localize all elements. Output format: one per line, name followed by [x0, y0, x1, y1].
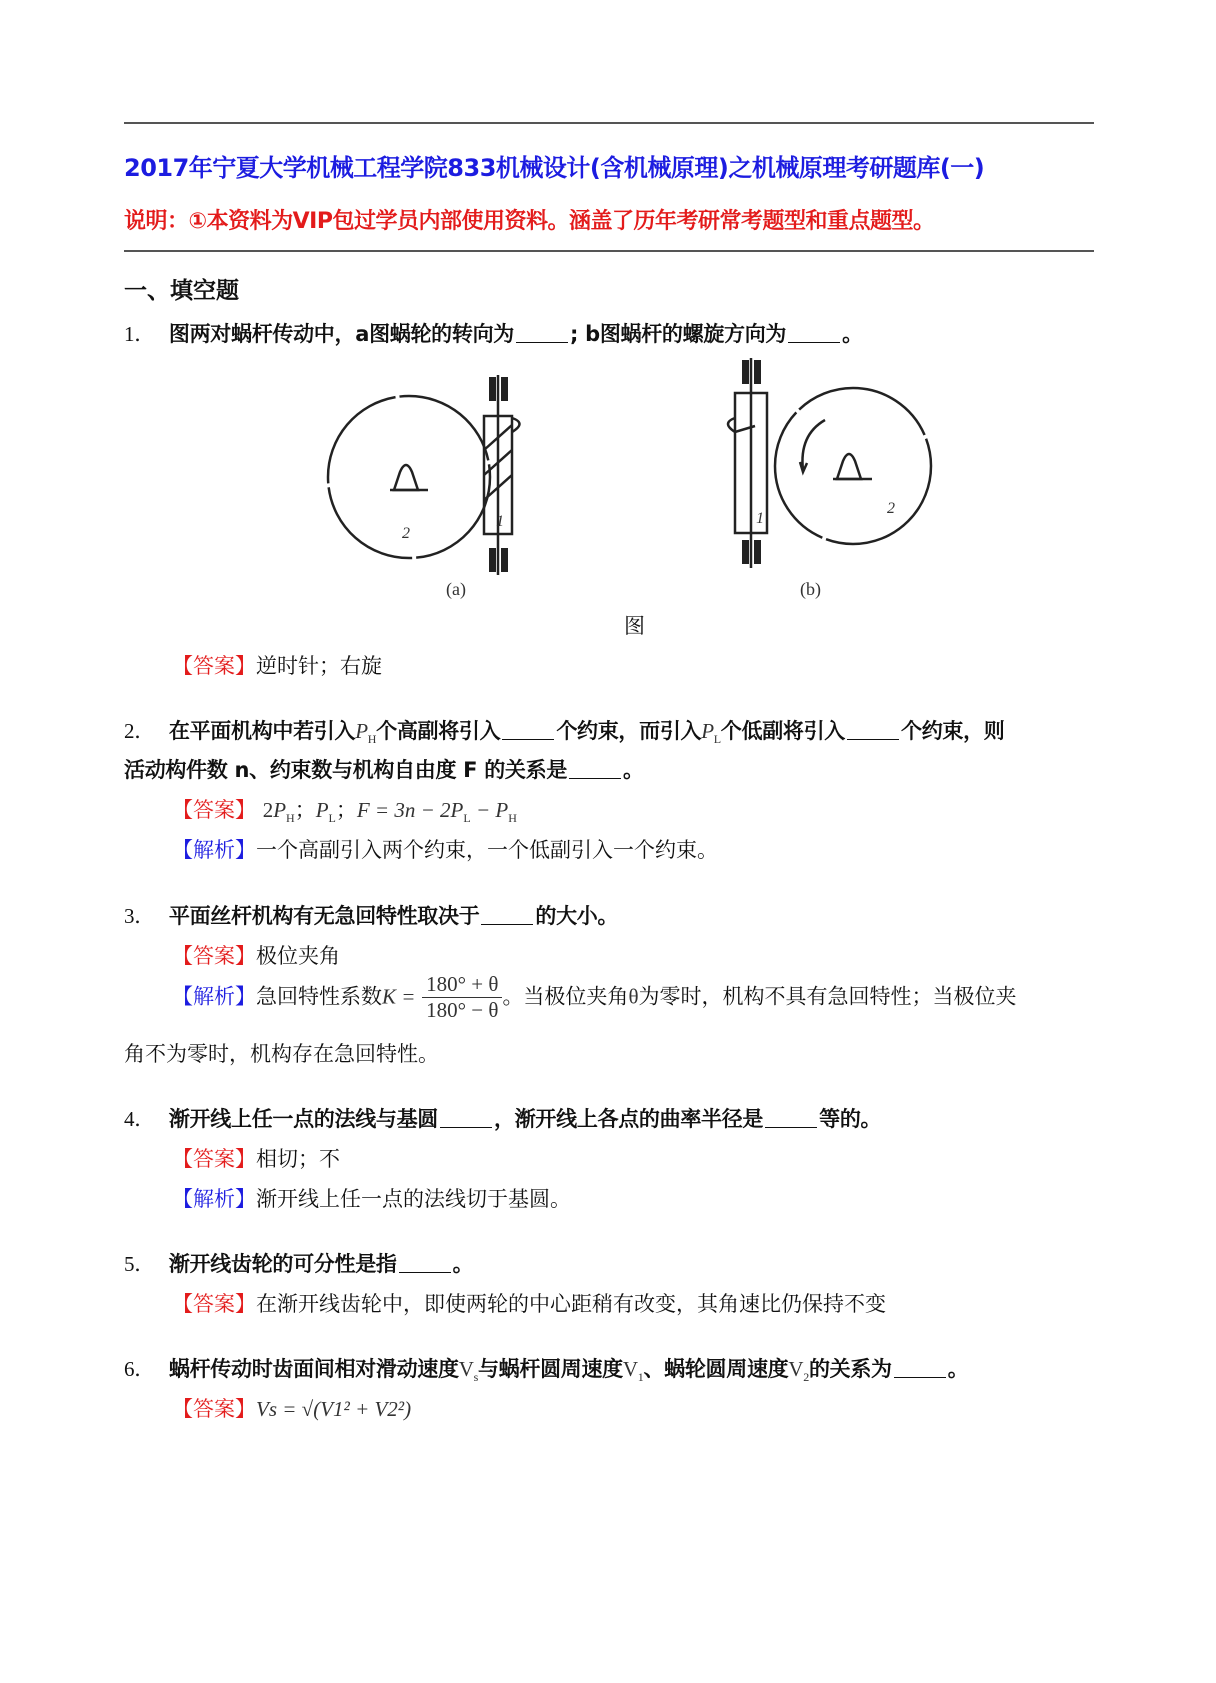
question-2-line2: 活动构件数 n、约束数与机构自由度 F 的关系是 。	[124, 758, 644, 782]
answer-4: 【答案】相切；不	[172, 1147, 340, 1171]
top-rule	[124, 122, 1094, 124]
answer-6: 【答案】Vs = √(V1² + V2²)	[172, 1397, 412, 1421]
section-title: 一、填空题	[124, 278, 239, 304]
blank	[481, 924, 533, 925]
answer-5: 【答案】在渐开线齿轮中，即使两轮的中心距稍有改变，其角速比仍保持不变	[172, 1292, 886, 1316]
question-3: 3． 平面丝杆机构有无急回特性取决于 的大小。	[124, 904, 619, 928]
blank	[569, 778, 621, 779]
analysis-2: 【解析】一个高副引入两个约束，一个低副引入一个约束。	[172, 838, 718, 862]
label-worm-b: 1	[756, 510, 764, 527]
analysis-4: 【解析】渐开线上任一点的法线切于基圆。	[172, 1187, 571, 1211]
label-worm-a: 1	[496, 513, 504, 530]
question-5: 5． 渐开线齿轮的可分性是指 。	[124, 1252, 474, 1276]
label-wheel-b: 2	[887, 500, 895, 517]
question-2: 2． 在平面机构中若引入$P_H$个高副将引入 个约束，而引入$P_L$个低副将引入 个约束，则	[124, 719, 1005, 747]
answer-3: 【答案】极位夹角	[172, 944, 340, 968]
fraction: $\frac{180^\circ + \theta}{180^\circ - \theta}$	[422, 972, 502, 1023]
blank	[440, 1127, 492, 1128]
answer-1: 【答案】逆时针；右旋	[172, 654, 382, 678]
blank	[765, 1127, 817, 1128]
caption-a: (a)	[446, 579, 466, 599]
analysis-3-line2: 角不为零时，机构存在急回特性。	[124, 1042, 439, 1066]
header-rule	[124, 250, 1094, 252]
document-title: 2017年宁夏大学机械工程学院833机械设计(含机械原理)之机械原理考研题库(一)	[124, 154, 985, 182]
blank	[399, 1272, 451, 1273]
blank	[502, 739, 554, 740]
figure-caption: 图	[624, 614, 645, 638]
label-wheel-a: 2	[402, 525, 410, 542]
worm-gear-figure	[300, 340, 950, 610]
question-1: 1． 图两对蜗杆传动中，a图蜗轮的转向为 ; b图蜗杆的螺旋方向为 。	[124, 322, 863, 346]
question-4: 4． 渐开线上任一点的法线与基圆 ，渐开线上各点的曲率半径是 等的。	[124, 1107, 882, 1131]
caption-b: (b)	[800, 579, 821, 599]
document-note: 说明：①本资料为VIP包过学员内部使用资料。涵盖了历年考研常考题型和重点题型。	[124, 209, 935, 234]
answer-2: 【答案】 $2P_H$；$P_L$；$F = 3n - 2P_L - P_H$	[172, 798, 517, 826]
blank	[847, 739, 899, 740]
blank	[894, 1377, 946, 1378]
analysis-3: 【解析】急回特性系数K = $\frac{180^\circ + \theta}{180^\circ - \theta}$ 。当极位夹角θ为零时，机构不具有急回特性；当极位夹	[172, 972, 1017, 1022]
question-6: 6． 蜗杆传动时齿面间相对滑动速度$V_s$与蜗杆圆周速度$V_1$、蜗轮圆周速度$V_2$的关系为 。	[124, 1357, 969, 1385]
